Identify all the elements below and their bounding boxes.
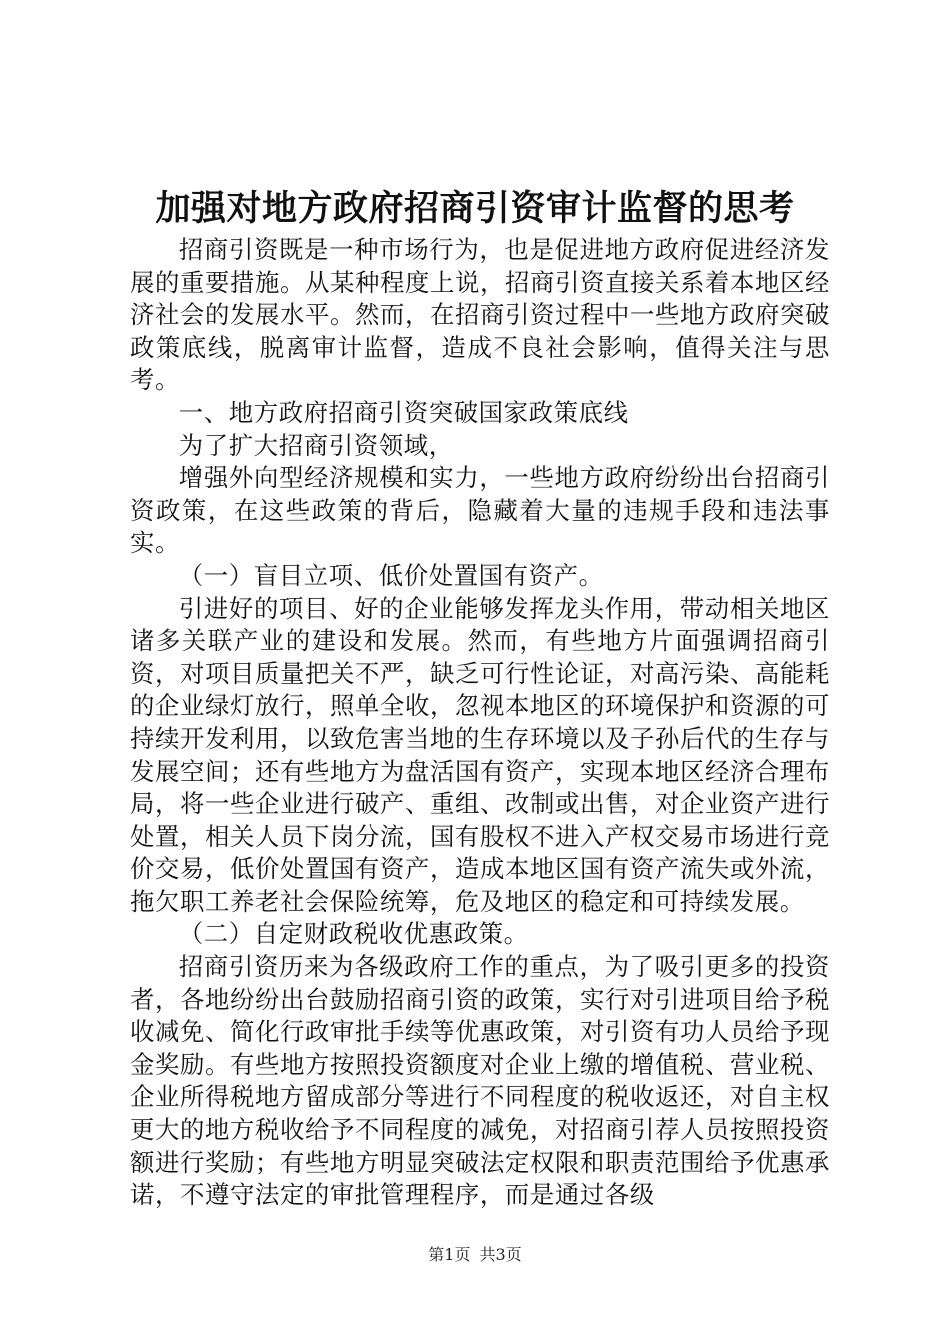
subsection-heading-2: （二）自定财政税收优惠政策。 [178, 919, 529, 949]
page-total: 共3页 [479, 1245, 522, 1264]
section-heading-1: 一、地方政府招商引资突破国家政策底线 [178, 397, 629, 427]
paragraph-5: 引进好的项目、好的企业能够发挥龙头作用，带动相关地区诸多关联产业的建设和发展。然而，有些地方片面强调招商引资，对项目质量把关不严，缺乏可行性论证，对高污染、高能耗的企业绿灯放行，照单全收，忽视本地区的环境保护和资源的可持续开发利用，以致危害当地的生存环境以及子孙后代的生存与发展空间；还有些地方为盘活国有资产，实现本地区经济合理布局，将一些企业进行破产、重组、改制或出售，对企业资产进行处置，相关人员下岗分流，国有股权不进入产权交易市场进行竞价交易，低价处置国有资产，造成本地区国有资产流失或外流，拖欠职工养老社会保险统筹，危及地区的稳定和可持续发展。 [130, 593, 830, 916]
page-footer [0, 1245, 950, 1265]
paragraph-2: 为了扩大招商引资领域， [178, 430, 454, 460]
document-title: 加强对地方政府招商引资审计监督的思考 [155, 188, 795, 229]
subsection-heading-1: （一）盲目立项、低价处置国有资产。 [178, 560, 604, 590]
paragraph-intro: 招商引资既是一种市场行为，也是促进地方政府促进经济发展的重要措施。从某种程度上说，招商引资直接关系着本地区经济社会的发展水平。然而，在招商引资过程中一些地方政府突破政策底线，脱离审计监督，造成不良社会影响，值得关注与思考。 [130, 235, 830, 395]
paragraph-3: 增强外向型经济规模和实力，一些地方政府纷纷出台招商引资政策，在这些政策的背后，隐藏着大量的违规手段和违法事实。 [130, 463, 830, 558]
paragraph-7: 招商引资历来为各级政府工作的重点，为了吸引更多的投资者，各地纷纷出台鼓励招商引资的政策，实行对引进项目给予税收减免、简化行政审批手续等优惠政策，对引资有功人员给予现金奖励。有些地方按照投资额度对企业上缴的增值税、营业税、企业所得税地方留成部分等进行不同程度的税收返还，对自主权更大的地方税收给予不同程度的减免，对招商引荐人员按照投资额进行奖励；有些地方明显突破法定权限和职责范围给予优惠承诺，不遵守法定的审批管理程序，而是通过各级 [130, 952, 830, 1210]
document-body [130, 234, 830, 1212]
page-number: 第1页 [428, 1245, 471, 1264]
